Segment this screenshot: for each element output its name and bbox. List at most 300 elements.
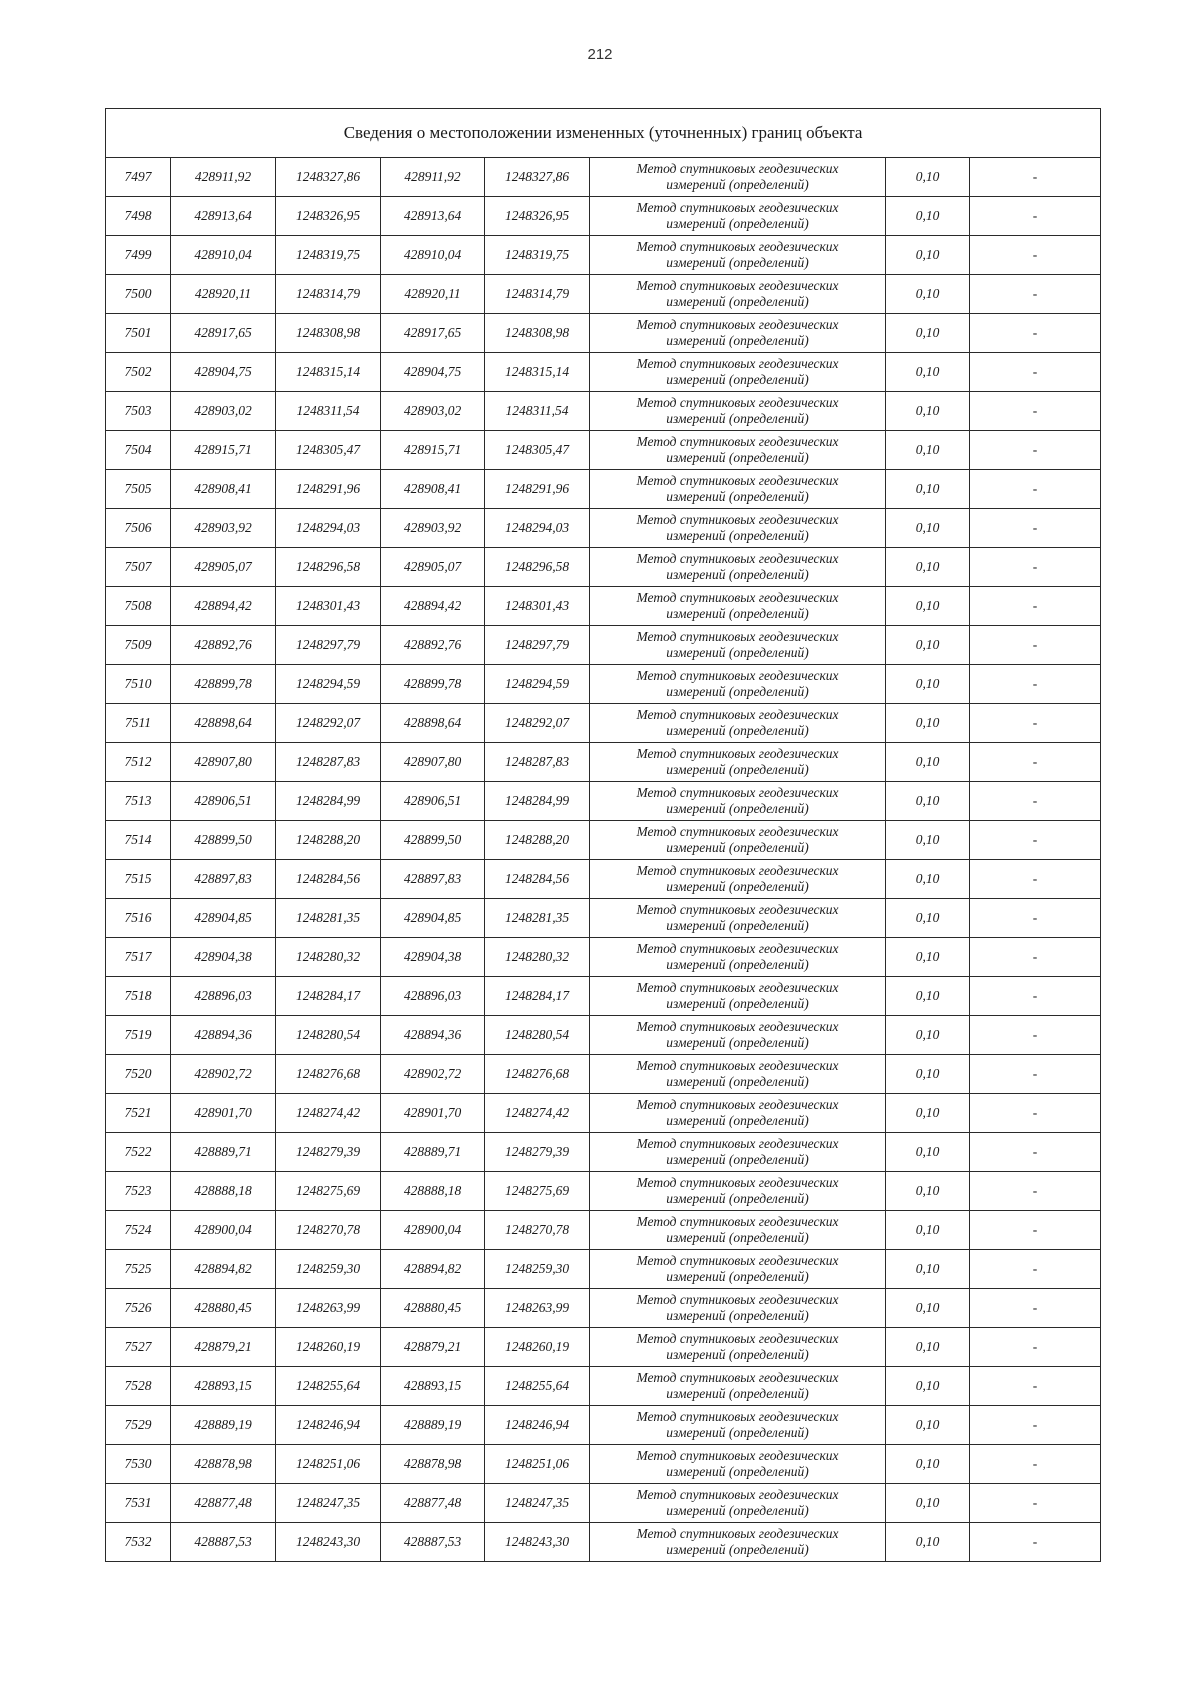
method-line-1: Метод спутниковых геодезических <box>636 1292 839 1307</box>
updated-x-cell: 428904,38 <box>381 938 485 977</box>
table-row <box>106 743 1101 782</box>
method-line-1: Метод спутниковых геодезических <box>636 1526 839 1541</box>
accuracy-cell: 0,10 <box>886 743 970 782</box>
method-line-1: Метод спутниковых геодезических <box>636 824 839 839</box>
table-row <box>106 704 1101 743</box>
updated-x-cell: 428897,83 <box>381 860 485 899</box>
method-line-2: измерений (определений) <box>666 333 809 348</box>
method-line-2: измерений (определений) <box>666 606 809 621</box>
updated-y-cell: 1248276,68 <box>485 1055 590 1094</box>
existing-x-cell: 428894,36 <box>171 1016 276 1055</box>
table-row <box>106 275 1101 314</box>
table-title: Сведения о местоположении измененных (уточненных) границ объекта <box>106 109 1101 158</box>
accuracy-cell: 0,10 <box>886 782 970 821</box>
table-row <box>106 1445 1101 1484</box>
point-number-cell: 7501 <box>106 314 171 353</box>
point-number-cell: 7512 <box>106 743 171 782</box>
updated-y-cell: 1248314,79 <box>485 275 590 314</box>
existing-x-cell: 428880,45 <box>171 1289 276 1328</box>
existing-x-cell: 428894,82 <box>171 1250 276 1289</box>
updated-y-cell: 1248311,54 <box>485 392 590 431</box>
existing-y-cell: 1248284,99 <box>276 782 381 821</box>
method-cell <box>590 782 886 821</box>
method-cell <box>590 626 886 665</box>
updated-y-cell: 1248291,96 <box>485 470 590 509</box>
note-cell: - <box>970 1445 1101 1484</box>
accuracy-cell: 0,10 <box>886 1406 970 1445</box>
point-number-cell: 7506 <box>106 509 171 548</box>
updated-y-cell: 1248327,86 <box>485 158 590 197</box>
method-line-2: измерений (определений) <box>666 489 809 504</box>
method-line-2: измерений (определений) <box>666 255 809 270</box>
method-line-1: Метод спутниковых геодезических <box>636 668 839 683</box>
updated-x-cell: 428880,45 <box>381 1289 485 1328</box>
existing-y-cell: 1248246,94 <box>276 1406 381 1445</box>
updated-y-cell: 1248296,58 <box>485 548 590 587</box>
note-cell: - <box>970 431 1101 470</box>
accuracy-cell: 0,10 <box>886 860 970 899</box>
method-line-2: измерений (определений) <box>666 450 809 465</box>
updated-y-cell: 1248260,19 <box>485 1328 590 1367</box>
existing-y-cell: 1248305,47 <box>276 431 381 470</box>
method-cell <box>590 665 886 704</box>
method-line-2: измерений (определений) <box>666 294 809 309</box>
note-cell: - <box>970 1055 1101 1094</box>
table-row <box>106 1328 1101 1367</box>
updated-y-cell: 1248274,42 <box>485 1094 590 1133</box>
updated-x-cell: 428893,15 <box>381 1367 485 1406</box>
table-row <box>106 782 1101 821</box>
method-line-1: Метод спутниковых геодезических <box>636 707 839 722</box>
existing-y-cell: 1248327,86 <box>276 158 381 197</box>
method-line-1: Метод спутниковых геодезических <box>636 317 839 332</box>
updated-y-cell: 1248294,59 <box>485 665 590 704</box>
method-line-2: измерений (определений) <box>666 1464 809 1479</box>
method-line-2: измерений (определений) <box>666 1347 809 1362</box>
note-cell: - <box>970 275 1101 314</box>
method-cell <box>590 1016 886 1055</box>
existing-y-cell: 1248281,35 <box>276 899 381 938</box>
method-line-1: Метод спутниковых геодезических <box>636 629 839 644</box>
updated-x-cell: 428879,21 <box>381 1328 485 1367</box>
note-cell: - <box>970 704 1101 743</box>
existing-y-cell: 1248243,30 <box>276 1523 381 1562</box>
table-row <box>106 1016 1101 1055</box>
note-cell: - <box>970 626 1101 665</box>
accuracy-cell: 0,10 <box>886 938 970 977</box>
method-line-1: Метод спутниковых геодезических <box>636 356 839 371</box>
note-cell: - <box>970 470 1101 509</box>
method-cell <box>590 353 886 392</box>
table-row <box>106 353 1101 392</box>
note-cell: - <box>970 1328 1101 1367</box>
table-row <box>106 1172 1101 1211</box>
accuracy-cell: 0,10 <box>886 1250 970 1289</box>
method-line-2: измерений (определений) <box>666 177 809 192</box>
method-line-1: Метод спутниковых геодезических <box>636 395 839 410</box>
note-cell: - <box>970 743 1101 782</box>
existing-x-cell: 428877,48 <box>171 1484 276 1523</box>
method-line-2: измерений (определений) <box>666 1425 809 1440</box>
method-line-1: Метод спутниковых геодезических <box>636 1136 839 1151</box>
accuracy-cell: 0,10 <box>886 1055 970 1094</box>
updated-y-cell: 1248308,98 <box>485 314 590 353</box>
table-row <box>106 665 1101 704</box>
existing-y-cell: 1248251,06 <box>276 1445 381 1484</box>
method-line-1: Метод спутниковых геодезических <box>636 1253 839 1268</box>
note-cell: - <box>970 860 1101 899</box>
note-cell: - <box>970 353 1101 392</box>
existing-x-cell: 428908,41 <box>171 470 276 509</box>
table-row <box>106 1133 1101 1172</box>
updated-y-cell: 1248246,94 <box>485 1406 590 1445</box>
point-number-cell: 7527 <box>106 1328 171 1367</box>
updated-y-cell: 1248297,79 <box>485 626 590 665</box>
note-cell: - <box>970 548 1101 587</box>
method-cell <box>590 1211 886 1250</box>
note-cell: - <box>970 1289 1101 1328</box>
method-cell <box>590 1445 886 1484</box>
point-number-cell: 7508 <box>106 587 171 626</box>
method-cell <box>590 1328 886 1367</box>
existing-y-cell: 1248326,95 <box>276 197 381 236</box>
method-line-1: Метод спутниковых геодезических <box>636 1370 839 1385</box>
existing-x-cell: 428899,50 <box>171 821 276 860</box>
existing-y-cell: 1248287,83 <box>276 743 381 782</box>
existing-y-cell: 1248294,59 <box>276 665 381 704</box>
method-cell <box>590 1250 886 1289</box>
point-number-cell: 7497 <box>106 158 171 197</box>
point-number-cell: 7502 <box>106 353 171 392</box>
updated-y-cell: 1248275,69 <box>485 1172 590 1211</box>
point-number-cell: 7523 <box>106 1172 171 1211</box>
existing-x-cell: 428888,18 <box>171 1172 276 1211</box>
updated-y-cell: 1248326,95 <box>485 197 590 236</box>
method-cell <box>590 1523 886 1562</box>
point-number-cell: 7532 <box>106 1523 171 1562</box>
coordinates-table <box>105 108 1101 1562</box>
updated-y-cell: 1248280,54 <box>485 1016 590 1055</box>
updated-x-cell: 428913,64 <box>381 197 485 236</box>
method-line-2: измерений (определений) <box>666 957 809 972</box>
note-cell: - <box>970 587 1101 626</box>
updated-y-cell: 1248270,78 <box>485 1211 590 1250</box>
point-number-cell: 7513 <box>106 782 171 821</box>
method-line-2: измерений (определений) <box>666 723 809 738</box>
accuracy-cell: 0,10 <box>886 1094 970 1133</box>
method-line-1: Метод спутниковых геодезических <box>636 551 839 566</box>
method-cell <box>590 1133 886 1172</box>
updated-x-cell: 428894,82 <box>381 1250 485 1289</box>
note-cell: - <box>970 392 1101 431</box>
existing-x-cell: 428902,72 <box>171 1055 276 1094</box>
accuracy-cell: 0,10 <box>886 1367 970 1406</box>
updated-y-cell: 1248284,56 <box>485 860 590 899</box>
point-number-cell: 7526 <box>106 1289 171 1328</box>
updated-y-cell: 1248288,20 <box>485 821 590 860</box>
table-row <box>106 1406 1101 1445</box>
note-cell: - <box>970 1484 1101 1523</box>
method-line-1: Метод спутниковых геодезических <box>636 785 839 800</box>
method-line-2: измерений (определений) <box>666 762 809 777</box>
method-line-2: измерений (определений) <box>666 1386 809 1401</box>
method-line-1: Метод спутниковых геодезических <box>636 1448 839 1463</box>
method-line-2: измерений (определений) <box>666 918 809 933</box>
accuracy-cell: 0,10 <box>886 1133 970 1172</box>
existing-y-cell: 1248294,03 <box>276 509 381 548</box>
note-cell: - <box>970 782 1101 821</box>
updated-x-cell: 428887,53 <box>381 1523 485 1562</box>
point-number-cell: 7519 <box>106 1016 171 1055</box>
method-line-2: измерений (определений) <box>666 1152 809 1167</box>
accuracy-cell: 0,10 <box>886 548 970 587</box>
existing-y-cell: 1248315,14 <box>276 353 381 392</box>
method-cell <box>590 821 886 860</box>
note-cell: - <box>970 1094 1101 1133</box>
method-cell <box>590 1094 886 1133</box>
existing-x-cell: 428910,04 <box>171 236 276 275</box>
point-number-cell: 7510 <box>106 665 171 704</box>
method-cell <box>590 548 886 587</box>
method-line-2: измерений (определений) <box>666 1542 809 1557</box>
method-line-1: Метод спутниковых геодезических <box>636 473 839 488</box>
method-line-2: измерений (определений) <box>666 216 809 231</box>
accuracy-cell: 0,10 <box>886 236 970 275</box>
updated-x-cell: 428898,64 <box>381 704 485 743</box>
existing-x-cell: 428904,85 <box>171 899 276 938</box>
existing-y-cell: 1248247,35 <box>276 1484 381 1523</box>
existing-x-cell: 428903,02 <box>171 392 276 431</box>
method-cell <box>590 158 886 197</box>
note-cell: - <box>970 1367 1101 1406</box>
existing-x-cell: 428878,98 <box>171 1445 276 1484</box>
point-number-cell: 7530 <box>106 1445 171 1484</box>
updated-x-cell: 428906,51 <box>381 782 485 821</box>
point-number-cell: 7528 <box>106 1367 171 1406</box>
updated-y-cell: 1248284,17 <box>485 977 590 1016</box>
updated-y-cell: 1248279,39 <box>485 1133 590 1172</box>
existing-x-cell: 428915,71 <box>171 431 276 470</box>
method-line-1: Метод спутниковых геодезических <box>636 590 839 605</box>
method-line-1: Метод спутниковых геодезических <box>636 434 839 449</box>
point-number-cell: 7520 <box>106 1055 171 1094</box>
method-line-1: Метод спутниковых геодезических <box>636 278 839 293</box>
updated-x-cell: 428888,18 <box>381 1172 485 1211</box>
method-line-2: измерений (определений) <box>666 879 809 894</box>
method-line-2: измерений (определений) <box>666 567 809 582</box>
method-line-1: Метод спутниковых геодезических <box>636 1097 839 1112</box>
existing-y-cell: 1248259,30 <box>276 1250 381 1289</box>
method-line-1: Метод спутниковых геодезических <box>636 1175 839 1190</box>
existing-y-cell: 1248276,68 <box>276 1055 381 1094</box>
point-number-cell: 7529 <box>106 1406 171 1445</box>
table-row <box>106 626 1101 665</box>
point-number-cell: 7514 <box>106 821 171 860</box>
accuracy-cell: 0,10 <box>886 353 970 392</box>
method-line-1: Метод спутниковых геодезических <box>636 1214 839 1229</box>
updated-x-cell: 428900,04 <box>381 1211 485 1250</box>
method-cell <box>590 236 886 275</box>
method-cell <box>590 860 886 899</box>
table-row <box>106 1523 1101 1562</box>
method-cell <box>590 1484 886 1523</box>
existing-y-cell: 1248274,42 <box>276 1094 381 1133</box>
point-number-cell: 7503 <box>106 392 171 431</box>
point-number-cell: 7521 <box>106 1094 171 1133</box>
method-cell <box>590 977 886 1016</box>
method-line-1: Метод спутниковых геодезических <box>636 902 839 917</box>
existing-y-cell: 1248314,79 <box>276 275 381 314</box>
method-cell <box>590 938 886 977</box>
updated-x-cell: 428901,70 <box>381 1094 485 1133</box>
accuracy-cell: 0,10 <box>886 158 970 197</box>
updated-x-cell: 428903,02 <box>381 392 485 431</box>
updated-x-cell: 428894,36 <box>381 1016 485 1055</box>
point-number-cell: 7525 <box>106 1250 171 1289</box>
existing-x-cell: 428917,65 <box>171 314 276 353</box>
updated-x-cell: 428896,03 <box>381 977 485 1016</box>
point-number-cell: 7499 <box>106 236 171 275</box>
table-row <box>106 899 1101 938</box>
table-row <box>106 1484 1101 1523</box>
existing-x-cell: 428879,21 <box>171 1328 276 1367</box>
method-cell <box>590 509 886 548</box>
method-line-2: измерений (определений) <box>666 1074 809 1089</box>
method-line-2: измерений (определений) <box>666 684 809 699</box>
existing-y-cell: 1248297,79 <box>276 626 381 665</box>
updated-y-cell: 1248251,06 <box>485 1445 590 1484</box>
method-line-2: измерений (определений) <box>666 1503 809 1518</box>
updated-x-cell: 428917,65 <box>381 314 485 353</box>
updated-y-cell: 1248287,83 <box>485 743 590 782</box>
existing-x-cell: 428920,11 <box>171 275 276 314</box>
updated-x-cell: 428889,19 <box>381 1406 485 1445</box>
point-number-cell: 7515 <box>106 860 171 899</box>
method-line-2: измерений (определений) <box>666 1308 809 1323</box>
updated-y-cell: 1248319,75 <box>485 236 590 275</box>
accuracy-cell: 0,10 <box>886 1016 970 1055</box>
method-cell <box>590 1406 886 1445</box>
updated-x-cell: 428903,92 <box>381 509 485 548</box>
method-line-1: Метод спутниковых геодезических <box>636 1487 839 1502</box>
updated-y-cell: 1248243,30 <box>485 1523 590 1562</box>
method-cell <box>590 899 886 938</box>
method-cell <box>590 587 886 626</box>
updated-y-cell: 1248301,43 <box>485 587 590 626</box>
existing-y-cell: 1248284,56 <box>276 860 381 899</box>
point-number-cell: 7504 <box>106 431 171 470</box>
accuracy-cell: 0,10 <box>886 197 970 236</box>
table-row <box>106 158 1101 197</box>
note-cell: - <box>970 1406 1101 1445</box>
existing-x-cell: 428907,80 <box>171 743 276 782</box>
point-number-cell: 7500 <box>106 275 171 314</box>
existing-y-cell: 1248288,20 <box>276 821 381 860</box>
point-number-cell: 7517 <box>106 938 171 977</box>
method-line-1: Метод спутниковых геодезических <box>636 1409 839 1424</box>
existing-x-cell: 428889,71 <box>171 1133 276 1172</box>
updated-y-cell: 1248292,07 <box>485 704 590 743</box>
existing-x-cell: 428892,76 <box>171 626 276 665</box>
accuracy-cell: 0,10 <box>886 1445 970 1484</box>
existing-y-cell: 1248270,78 <box>276 1211 381 1250</box>
table-row <box>106 1211 1101 1250</box>
updated-x-cell: 428894,42 <box>381 587 485 626</box>
method-cell <box>590 743 886 782</box>
accuracy-cell: 0,10 <box>886 1328 970 1367</box>
method-line-1: Метод спутниковых геодезических <box>636 239 839 254</box>
method-line-2: измерений (определений) <box>666 1191 809 1206</box>
existing-y-cell: 1248255,64 <box>276 1367 381 1406</box>
table-row <box>106 821 1101 860</box>
method-line-1: Метод спутниковых геодезических <box>636 1019 839 1034</box>
method-line-1: Метод спутниковых геодезических <box>636 1331 839 1346</box>
table-row <box>106 197 1101 236</box>
method-cell <box>590 392 886 431</box>
existing-x-cell: 428904,75 <box>171 353 276 392</box>
existing-x-cell: 428894,42 <box>171 587 276 626</box>
table-row <box>106 314 1101 353</box>
existing-y-cell: 1248291,96 <box>276 470 381 509</box>
updated-x-cell: 428907,80 <box>381 743 485 782</box>
updated-y-cell: 1248284,99 <box>485 782 590 821</box>
updated-x-cell: 428915,71 <box>381 431 485 470</box>
method-cell <box>590 197 886 236</box>
method-cell <box>590 1055 886 1094</box>
updated-x-cell: 428899,78 <box>381 665 485 704</box>
method-line-2: измерений (определений) <box>666 528 809 543</box>
updated-x-cell: 428892,76 <box>381 626 485 665</box>
updated-x-cell: 428904,75 <box>381 353 485 392</box>
updated-x-cell: 428889,71 <box>381 1133 485 1172</box>
updated-x-cell: 428902,72 <box>381 1055 485 1094</box>
existing-x-cell: 428911,92 <box>171 158 276 197</box>
accuracy-cell: 0,10 <box>886 509 970 548</box>
existing-x-cell: 428901,70 <box>171 1094 276 1133</box>
method-cell <box>590 1172 886 1211</box>
note-cell: - <box>970 899 1101 938</box>
existing-y-cell: 1248279,39 <box>276 1133 381 1172</box>
method-cell <box>590 1289 886 1328</box>
note-cell: - <box>970 236 1101 275</box>
method-cell <box>590 470 886 509</box>
table-row <box>106 548 1101 587</box>
note-cell: - <box>970 197 1101 236</box>
updated-y-cell: 1248315,14 <box>485 353 590 392</box>
accuracy-cell: 0,10 <box>886 665 970 704</box>
method-line-2: измерений (определений) <box>666 1269 809 1284</box>
method-line-1: Метод спутниковых геодезических <box>636 980 839 995</box>
accuracy-cell: 0,10 <box>886 470 970 509</box>
table-row <box>106 977 1101 1016</box>
updated-x-cell: 428878,98 <box>381 1445 485 1484</box>
accuracy-cell: 0,10 <box>886 1172 970 1211</box>
existing-x-cell: 428889,19 <box>171 1406 276 1445</box>
table-row <box>106 938 1101 977</box>
table-row <box>106 1055 1101 1094</box>
table-row <box>106 1250 1101 1289</box>
updated-y-cell: 1248294,03 <box>485 509 590 548</box>
updated-y-cell: 1248280,32 <box>485 938 590 977</box>
table-row <box>106 392 1101 431</box>
note-cell: - <box>970 977 1101 1016</box>
point-number-cell: 7511 <box>106 704 171 743</box>
accuracy-cell: 0,10 <box>886 1523 970 1562</box>
note-cell: - <box>970 1172 1101 1211</box>
method-cell <box>590 704 886 743</box>
existing-y-cell: 1248260,19 <box>276 1328 381 1367</box>
accuracy-cell: 0,10 <box>886 1484 970 1523</box>
